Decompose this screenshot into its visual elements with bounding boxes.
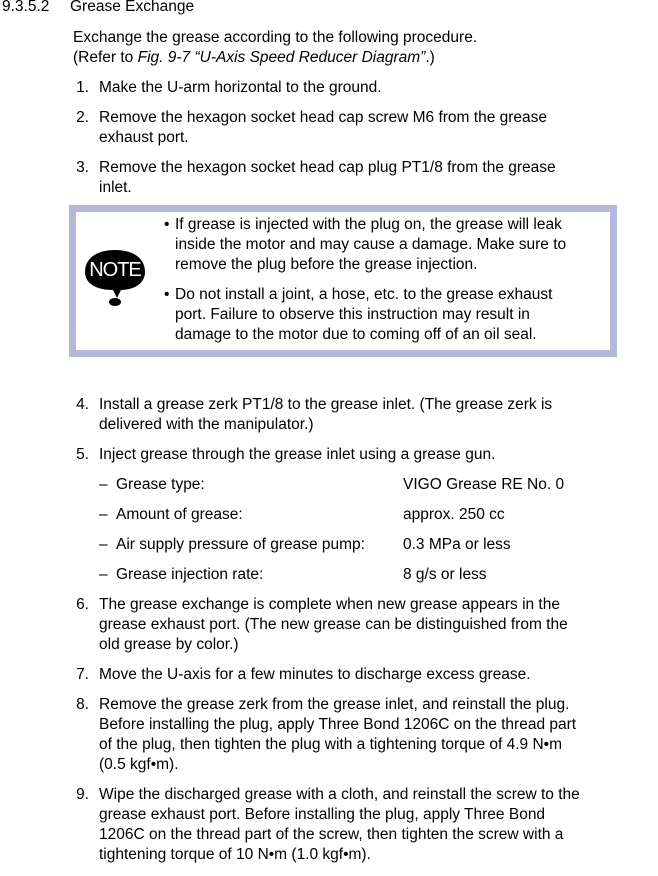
intro-ref-prefix: (Refer to <box>73 49 138 66</box>
step-4-text: Install a grease zerk PT1/8 to the grease inlet. (The grease zerk is <box>99 396 553 413</box>
step-1-text: Make the U-arm horizontal to the ground. <box>99 79 382 96</box>
note-bullet-1-text: remove the plug before the grease injection. <box>175 256 478 273</box>
intro-reference <box>73 48 435 68</box>
step-6-text: The grease exchange is complete when new grease appears in the <box>99 596 560 613</box>
section-title: Grease Exchange <box>70 0 195 15</box>
step-2-text: exhaust port. <box>99 129 189 146</box>
step-8-text: (0.5 kgf•m). <box>99 756 179 773</box>
step-9-text: 1206C on the thread part of the screw, then tighten the screw with a <box>99 826 564 843</box>
step-2-number: 2. <box>76 109 89 126</box>
spec-dash: – <box>99 566 108 583</box>
step-8-text: Before installing the plug, apply Three Bond 1206C on the thread part <box>99 716 577 733</box>
note-bullet-1-dot: • <box>164 216 170 233</box>
step-6-number: 6. <box>76 596 89 613</box>
spec-value-injection-rate: 8 g/s or less <box>403 566 487 583</box>
step-6-text: old grease by color.) <box>99 636 239 653</box>
step-3-text: Remove the hexagon socket head cap plug PT1/8 from the grease <box>99 159 556 176</box>
spec-value-amount: approx. 250 cc <box>403 506 505 523</box>
step-3-text: inlet. <box>99 179 132 196</box>
step-9-text: Wipe the discharged grease with a cloth, and reinstall the screw to the <box>99 786 580 803</box>
step-7-number: 7. <box>76 666 89 683</box>
note-bullet-1-text: inside the motor and may cause a damage. Make sure to <box>175 236 567 253</box>
note-bullet-2-text: damage to the motor due to coming off of an oil seal. <box>175 326 537 343</box>
step-9-text: grease exhaust port. Before installing the plug, apply Three Bond <box>99 806 546 823</box>
step-6-text: grease exhaust port. (The new grease can be distinguished from the <box>99 616 568 633</box>
note-label: NOTE <box>89 259 141 281</box>
spec-label-grease-type: Grease type: <box>116 476 205 493</box>
intro-ref-suffix: .) <box>425 49 435 66</box>
step-8-text: of the plug, then tighten the plug with a tightening torque of 4.9 N•m <box>99 736 562 753</box>
step-4-number: 4. <box>76 396 89 413</box>
figure-reference-link[interactable]: Fig. 9-7 “U-Axis Speed Reducer Diagram” <box>137 49 426 66</box>
step-7-text: Move the U-axis for a few minutes to discharge excess grease. <box>99 666 531 683</box>
spec-value-grease-type: VIGO Grease RE No. 0 <box>403 476 565 493</box>
step-3-number: 3. <box>76 159 89 176</box>
spec-dash: – <box>99 506 108 523</box>
spec-label-pressure: Air supply pressure of grease pump: <box>116 536 365 553</box>
spec-dash: – <box>99 536 108 553</box>
step-8-number: 8. <box>76 696 89 713</box>
step-8-text: Remove the grease zerk from the grease inlet, and reinstall the plug. <box>99 696 570 713</box>
step-5-number: 5. <box>76 446 89 463</box>
spec-label-injection-rate: Grease injection rate: <box>116 566 264 583</box>
step-1-number: 1. <box>76 79 89 96</box>
note-bullet-2-text: Do not install a joint, a hose, etc. to the grease exhaust <box>175 286 553 303</box>
step-5-text: Inject grease through the grease inlet using a grease gun. <box>99 446 496 463</box>
step-9-number: 9. <box>76 786 89 803</box>
step-9-text: tightening torque of 10 N•m (1.0 kgf•m). <box>99 846 371 863</box>
step-4-text: delivered with the manipulator.) <box>99 416 314 433</box>
note-bullet-2-text: port. Failure to observe this instruction may result in <box>175 306 530 323</box>
step-2-text: Remove the hexagon socket head cap screw M6 from the grease <box>99 109 548 126</box>
intro-text: Exchange the grease according to the following procedure. <box>73 29 478 46</box>
note-bullet-1-text: If grease is injected with the plug on, the grease will leak <box>175 216 562 233</box>
section-number: 9.3.5.2 <box>2 0 50 15</box>
spec-dash: – <box>99 476 108 493</box>
note-icon <box>79 246 151 308</box>
note-bullet-2-dot: • <box>164 286 170 303</box>
spec-value-pressure: 0.3 MPa or less <box>403 536 511 553</box>
spec-label-amount: Amount of grease: <box>116 506 243 523</box>
